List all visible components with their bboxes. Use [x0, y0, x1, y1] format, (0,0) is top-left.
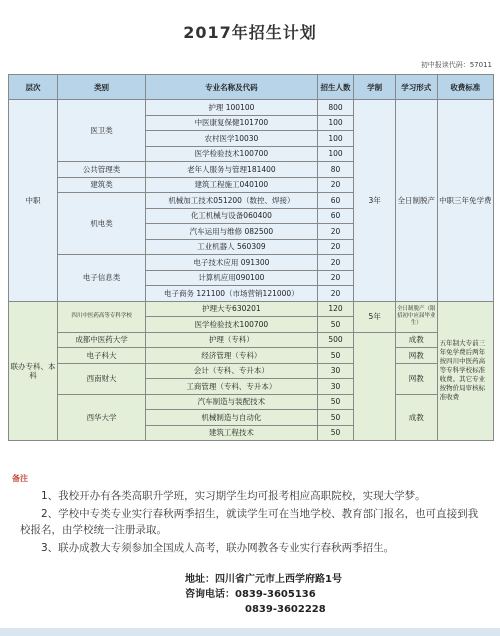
quota-cell: 120 [317, 301, 354, 317]
quota-cell: 80 [317, 162, 354, 178]
category-cell: 四川中医药高等专科学校 [57, 301, 145, 332]
quota-cell: 100 [317, 131, 354, 147]
study-form-cell: 网教 [395, 348, 437, 364]
major-cell: 护理（专科） [146, 332, 317, 348]
table-row [9, 348, 494, 364]
note-item: 3、联办成教大专须参加全国成人高考，联办网教各专业实行春秋两季招生。 [41, 542, 395, 554]
category-cell: 公共管理类 [57, 162, 145, 178]
quota-cell: 20 [317, 239, 354, 255]
study-form-cell: 全日制脱产 [395, 100, 437, 302]
category-cell: 医卫类 [57, 100, 145, 162]
enrollment-code: 初中报读代码：57011 [420, 61, 492, 69]
table-row [9, 301, 494, 317]
header-fee: 收费标准 [437, 75, 493, 100]
major-cell: 中医康复保健101700 [146, 115, 317, 131]
major-cell: 电子商务 121100（市场营销121000） [146, 286, 317, 302]
quota-cell: 50 [317, 348, 354, 364]
category-cell: 西华大学 [57, 394, 145, 441]
header-quota: 招生人数 [317, 75, 354, 100]
major-cell: 经济管理（专科） [146, 348, 317, 364]
major-cell: 医学检验技术100700 [146, 317, 317, 333]
study-form-cell: 成教 [395, 332, 437, 348]
quota-cell: 60 [317, 208, 354, 224]
major-cell: 电子技术应用 091300 [146, 255, 317, 271]
major-cell: 汽车运用与维修 082500 [146, 224, 317, 240]
quota-cell: 20 [317, 270, 354, 286]
quota-cell: 500 [317, 332, 354, 348]
category-cell: 西南财大 [57, 363, 145, 394]
header-years: 学制 [354, 75, 396, 100]
quota-cell: 30 [317, 363, 354, 379]
level-cell: 联办专科、本科 [9, 301, 58, 441]
phone-1: 咨询电话：0839-3605136 [185, 589, 316, 600]
header-level: 层次 [9, 75, 58, 100]
major-cell: 工业机器人 560309 [146, 239, 317, 255]
category-cell: 电子信息类 [57, 255, 145, 302]
quota-cell: 20 [317, 255, 354, 271]
page-title: 2017年招生计划 [183, 23, 317, 42]
years-cell [354, 332, 396, 441]
quota-cell: 100 [317, 146, 354, 162]
major-cell: 工商管理（专科、专升本） [146, 379, 317, 395]
major-cell: 老年人服务与管理181400 [146, 162, 317, 178]
address-text: 地址：四川省广元市上西学府路1号 [185, 574, 342, 585]
major-cell: 农村医学10030 [146, 131, 317, 147]
major-cell: 建筑工程施工040100 [146, 177, 317, 193]
category-cell: 成都中医药大学 [57, 332, 145, 348]
note-item: 1、我校开办有各类高职升学班，实习期学生均可报考相应高职院校，实现大学梦。 [41, 490, 426, 502]
fee-cell: 五年制大专前三年免学费后两年按四川中医药高等专科学校标准收费。其它专业按物价局审核标准收费 [437, 301, 493, 441]
enrollment-table [8, 74, 494, 441]
major-cell: 会计（专科、专升本） [146, 363, 317, 379]
major-cell: 机械加工技术051200（数控、焊接） [146, 193, 317, 209]
years-cell: 5年 [354, 301, 396, 332]
notes-block [20, 488, 482, 558]
contact-block [185, 572, 342, 617]
major-cell: 医学检验技术100700 [146, 146, 317, 162]
header-major: 专业名称及代码 [146, 75, 317, 100]
major-cell: 汽车制造与装配技术 [146, 394, 317, 410]
footer-band [0, 628, 500, 636]
quota-cell: 50 [317, 394, 354, 410]
quota-cell: 60 [317, 193, 354, 209]
table-row [9, 100, 494, 116]
quota-cell: 800 [317, 100, 354, 116]
quota-cell: 20 [317, 286, 354, 302]
table-row [9, 363, 494, 379]
note-item: 2、学校中专类专业实行春秋两季招生，就读学生可在当地学校、教育部门报名，也可直接到我校报名，由学校统一注册录取。 [20, 508, 479, 536]
level-cell: 中职 [9, 100, 58, 302]
major-cell: 机械制造与自动化 [146, 410, 317, 426]
major-cell: 化工机械与设备060400 [146, 208, 317, 224]
study-form-cell: 成教 [395, 394, 437, 441]
quota-cell: 50 [317, 317, 354, 333]
quota-cell: 50 [317, 425, 354, 441]
category-cell: 建筑类 [57, 177, 145, 193]
table-row [9, 332, 494, 348]
table-header-row [9, 75, 494, 100]
quota-cell: 30 [317, 379, 354, 395]
category-cell: 电子科大 [57, 348, 145, 364]
fee-cell: 中职三年免学费 [437, 100, 493, 302]
header-category: 类别 [57, 75, 145, 100]
major-cell: 建筑工程技术 [146, 425, 317, 441]
quota-cell: 20 [317, 224, 354, 240]
quota-cell: 50 [317, 410, 354, 426]
years-cell: 3年 [354, 100, 396, 302]
major-cell: 护理 100100 [146, 100, 317, 116]
table-row [9, 394, 494, 410]
phone-2: 0839-3602228 [245, 604, 326, 615]
category-cell: 机电类 [57, 193, 145, 255]
quota-cell: 100 [317, 115, 354, 131]
major-cell: 计算机应用090100 [146, 270, 317, 286]
study-form-cell: 全日制脱产（限招初中应届毕业生） [395, 301, 437, 332]
header-study-form: 学习形式 [395, 75, 437, 100]
major-cell: 护理大专630201 [146, 301, 317, 317]
study-form-cell: 网教 [395, 363, 437, 394]
notes-label: 备注 [12, 474, 28, 483]
quota-cell: 20 [317, 177, 354, 193]
